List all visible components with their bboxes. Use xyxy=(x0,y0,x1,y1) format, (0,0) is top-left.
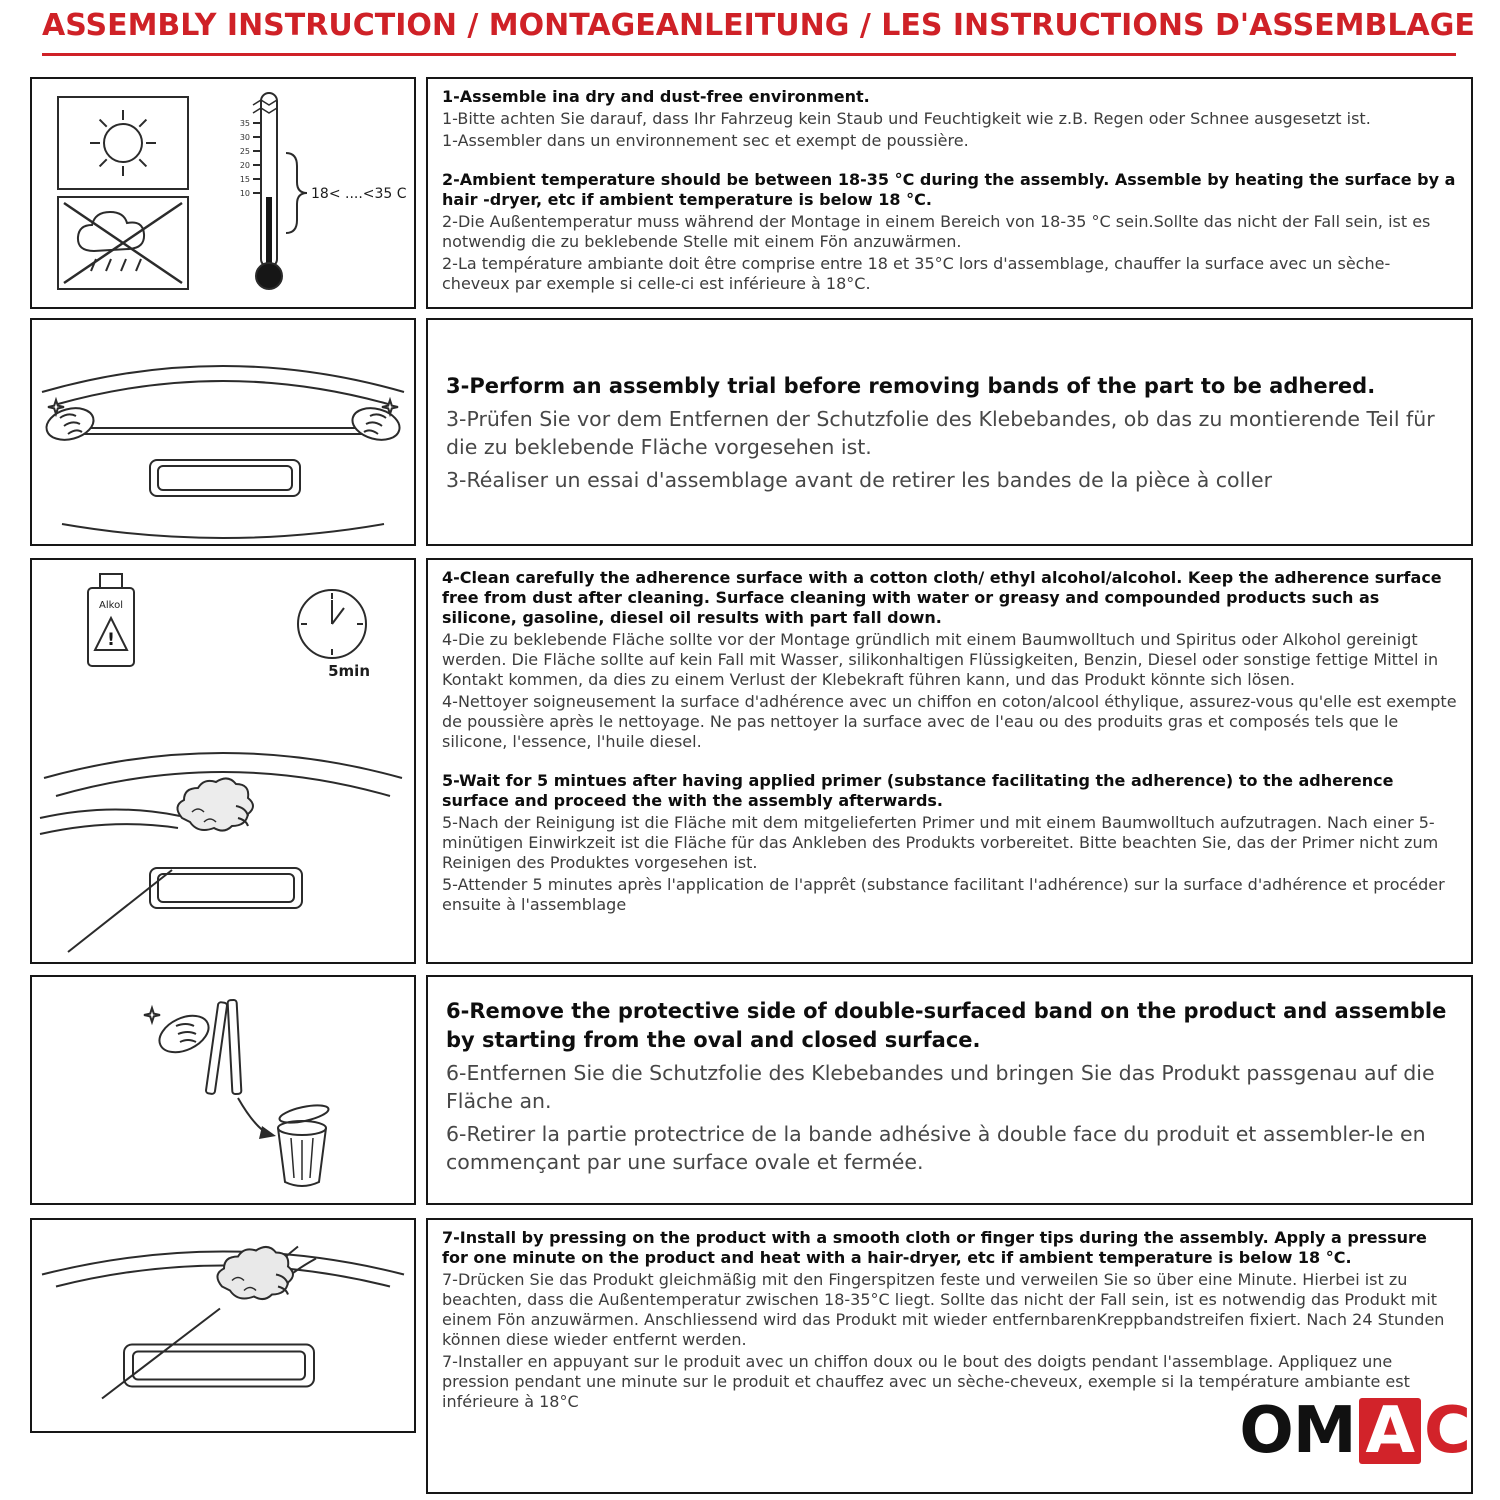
section-3-text xyxy=(426,318,1473,546)
alcohol-bottle-icon xyxy=(88,574,134,666)
tick-label: 20 xyxy=(239,161,250,170)
range-brace xyxy=(286,153,307,233)
clock-icon xyxy=(298,590,366,658)
illustration-environment xyxy=(30,77,416,309)
section-1-2-text xyxy=(426,77,1473,309)
pressing-hand-icon xyxy=(217,1247,316,1300)
section-4-5-text xyxy=(426,558,1473,964)
trash-can-icon xyxy=(278,1102,330,1186)
step-2-de: 2-Die Außentemperatur muss während der Montage in einem Bereich von 18-35 °C sein.Sollte das nicht der Fall sein, ist es notwendig die zu beklebende Stelle mit einem Fön anzuwärmen. xyxy=(442,212,1431,251)
illustration-assembly-trial xyxy=(30,318,416,546)
logo-a: A xyxy=(1359,1398,1422,1464)
step-1-fr: 1-Assembler dans un environnement sec et exempt de poussière. xyxy=(442,131,969,150)
logo-om: OM xyxy=(1239,1394,1356,1468)
illustration-clean-surface xyxy=(30,558,416,964)
sun-panel xyxy=(58,97,188,189)
clock-label: 5min xyxy=(328,662,370,680)
step-3-de: 3-Prüfen Sie vor dem Entfernen der Schutzfolie des Klebebandes, ob das zu montierende Teil für die zu beklebende Fläche vorgesehen ist. xyxy=(446,406,1435,460)
tick-label: 15 xyxy=(239,175,250,184)
step-1-en: 1-Assemble ina dry and dust-free environment. xyxy=(442,87,870,106)
step-5-en: 5-Wait for 5 mintues after having applied primer (substance facilitating the adherence) to the adherence surface and proceed the with the assembly afterwards. xyxy=(442,771,1394,810)
step-3-fr: 3-Réaliser un essai d'assemblage avant de retirer les bandes de la pièce à coller xyxy=(446,467,1273,492)
rain-cloud-icon xyxy=(78,212,144,271)
arrow-head xyxy=(259,1126,276,1139)
page-title: ASSEMBLY INSTRUCTION / MONTAGEANLEITUNG / LES INSTRUCTIONS D'ASSEMBLAGE xyxy=(42,8,1456,56)
step-6-en: 6-Remove the protective side of double-surfaced band on the product and assemble by starting from the oval and closed surface. xyxy=(446,999,1447,1052)
sun-icon xyxy=(90,110,156,176)
protective-strips-icon xyxy=(206,1000,242,1094)
cloth-icon xyxy=(177,778,253,830)
warning-mark: ! xyxy=(107,630,115,650)
spacer xyxy=(442,153,1457,170)
section-6-text xyxy=(426,975,1473,1205)
no-rain-panel xyxy=(58,197,188,289)
trunk-illustration xyxy=(42,366,404,538)
step-4-en: 4-Clean carefully the adherence surface with a cotton cloth/ ethyl alcohol/alcohol. Keep the adherence surface free from dust after cleaning. Surface cleaning with water or greasy and compounded products such as silicone, gasoline, diesel oil results with part fall down. xyxy=(442,568,1442,627)
step-7-de: 7-Drücken Sie das Produkt gleichmäßig mit den Fingerspitzen feste und verweilen Sie so über eine Minute. Hierbei ist zu beachten, dass die Außentemperatur zwischen 18-35°C liegt. Sollte das nicht der Fall sein, ist es notwendig das Produkt mit einem Fön anzuwärmen. Anschliessend wird das Produkt mit wieder entfernbarenKreppbandstreifen fixiert. Nach 24 Stunden können diese wieder entfernt werden. xyxy=(442,1270,1445,1349)
tick-label: 30 xyxy=(239,133,250,142)
step-4-de: 4-Die zu beklebende Fläche sollte vor der Montage gründlich mit einem Baumwolltuch und Spiritus oder Alkohol gereinigt werden. Die Fläche sollte auf kein Fall mit Wasser, silikonhaltigen Flüssigkeiten, Benzin, Diesel oder sonstige fettige Mittel in Kontakt kommen, da dies zu einem Verlust der Klebekraft führen kann, und das Produkt könnte sich lösen. xyxy=(442,630,1439,689)
wiping-hand-icon xyxy=(40,778,253,834)
step-2-fr: 2-La température ambiante doit être comprise entre 18 et 35°C lors d'assemblage, chauffer la surface avec un sèche-cheveux par exemple si celle-ci est inférieure à 18°C. xyxy=(442,254,1391,293)
illustration-press-install xyxy=(30,1218,416,1433)
spacer xyxy=(442,754,1457,771)
step-7-fr: 7-Installer en appuyant sur le produit avec un chiffon doux ou le bout des doigts pendant l'assemblage. Appliquez une pression pendant une minute sur le produit et chauffez avec un sèche-cheveux, exemple si la température ambiante est inférieure à 18°C xyxy=(442,1352,1410,1411)
thermometer-icon xyxy=(253,93,282,289)
tick-label: 10 xyxy=(239,189,250,198)
illustration-remove-band xyxy=(30,975,416,1205)
left-hand-icon xyxy=(43,400,97,445)
step-2-en: 2-Ambient temperature should be between 18-35 °C during the assembly. Assemble by heating the surface by a hair -dryer, etc if ambient temperature is below 18 °C. xyxy=(442,170,1456,209)
step-5-fr: 5-Attender 5 minutes après l'application de l'apprêt (substance facilitant l'adhérence) sur la surface d'adhérence et procéder ensuite à l'assemblage xyxy=(442,875,1445,914)
tick-label: 25 xyxy=(239,147,250,156)
tick-label: 35 xyxy=(239,119,250,128)
step-1-de: 1-Bitte achten Sie darauf, dass Ihr Fahrzeug kein Staub und Feuchtigkeit wie z.B. Regen oder Schnee ausgesetzt ist. xyxy=(442,109,1371,128)
sparkle-icon xyxy=(144,1008,160,1022)
temperature-range-label: 18< ....<35 C xyxy=(311,186,407,202)
logo-c: C xyxy=(1424,1394,1470,1468)
step-5-de: 5-Nach der Reinigung ist die Fläche mit dem mitgelieferten Primer und mit einem Baumwolltuch aufzutragen. Nach einer 5-minütigen Einwirkzeit ist die Fläche für das Ankleben des Produkts vorbereitet. Bitte beachten Sie, das der Primer nicht zum Reinigen des Produktes vorgesehen ist. xyxy=(442,813,1439,872)
bottle-label: Alkol xyxy=(99,600,123,611)
hand-icon xyxy=(144,1008,214,1059)
step-6-fr: 6-Retirer la partie protectrice de la bande adhésive à double face du produit et assembler-le en commençant par une surface ovale et fermée. xyxy=(446,1121,1426,1174)
step-3-en: 3-Perform an assembly trial before removing bands of the part to be adhered. xyxy=(446,374,1376,398)
step-7-en: 7-Install by pressing on the product with a smooth cloth or finger tips during the assembly. Apply a pressure for one minute on the product and heat with a hair-dryer, etc if ambient temperature is below 18 °C. xyxy=(442,1228,1427,1267)
omac-logo xyxy=(1239,1394,1470,1468)
step-6-de: 6-Entfernen Sie die Schutzfolie des Klebebandes und bringen Sie das Produkt passgenau auf die Fläche an. xyxy=(446,1060,1435,1114)
step-4-fr: 4-Nettoyer soigneusement la surface d'adhérence avec un chiffon en coton/alcool éthylique, assurez-vous qu'elle est exempte de poussière après le nettoyage. Ne pas nettoyer la surface avec de l'eau ou des produits gras et composés tels que le silicone, l'essence, l'huile diesel. xyxy=(442,692,1457,751)
right-hand-icon xyxy=(349,400,403,445)
cloth-icon xyxy=(217,1247,293,1299)
